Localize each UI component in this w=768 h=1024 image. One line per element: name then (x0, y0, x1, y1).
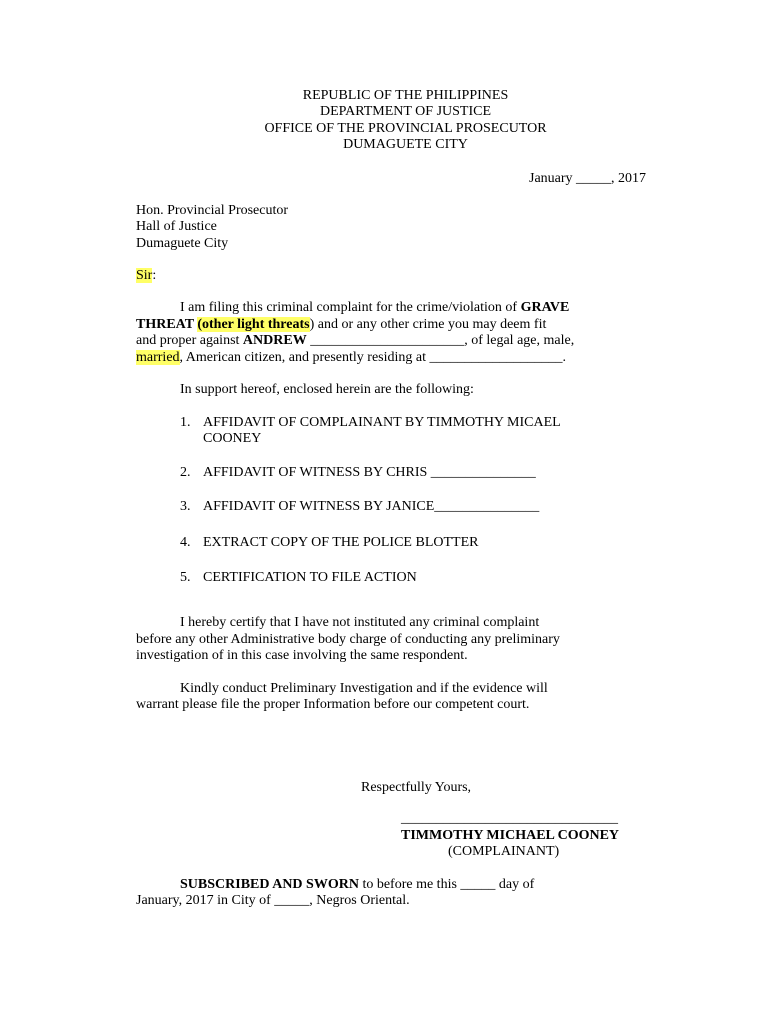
para1-text: ______________________, of legal age, male, (306, 333, 575, 348)
salutation-colon: : (152, 268, 157, 283)
signatory-name: TIMMOTHY MICHAEL COONEY (401, 828, 620, 843)
header-office: OFFICE OF THE PROVINCIAL PROSECUTOR (264, 121, 547, 136)
date-line: January _____, 2017 (529, 171, 647, 186)
other-light-threats-highlight: (other light threats (197, 317, 310, 332)
para1-text: and proper against (136, 333, 243, 348)
enclosure-number: 5. (180, 570, 191, 585)
married-highlight: married (136, 350, 180, 365)
grave-bold: GRAVE (520, 300, 570, 315)
enclosure-item-continued: COONEY (203, 431, 262, 446)
certification-line1: I hereby certify that I have not instituted any criminal complaint (180, 615, 540, 630)
jurat-line2: January, 2017 in City of _____, Negros Oriental. (136, 893, 410, 908)
threat-bold: THREAT (136, 317, 198, 332)
salutation-highlight: Sir (136, 268, 153, 283)
para1-text: I am filing this criminal complaint for the crime/violation of (180, 300, 521, 315)
addressee-city: Dumaguete City (136, 236, 229, 251)
respondent-name-bold: ANDREW (242, 333, 307, 348)
para1-text: , American citizen, and presently residing at ___________________. (179, 350, 567, 365)
request-line2: warrant please file the proper Information before our competent court. (136, 697, 530, 712)
signature-line: _______________________________ (401, 811, 618, 826)
enclosure-item: AFFIDAVIT OF COMPLAINANT BY TIMMOTHY MICAEL (203, 415, 561, 430)
enclosure-item: AFFIDAVIT OF WITNESS BY CHRIS _______________ (203, 465, 536, 480)
enclosure-item: AFFIDAVIT OF WITNESS BY JANICE_______________ (203, 499, 540, 514)
enclosure-item: EXTRACT COPY OF THE POLICE BLOTTER (203, 535, 479, 550)
enclosure-number: 3. (180, 499, 191, 514)
enclosure-item: CERTIFICATION TO FILE ACTION (203, 570, 417, 585)
signatory-role: (COMPLAINANT) (448, 844, 560, 859)
jurat-line1 (180, 877, 534, 894)
subscribed-sworn-bold: SUBSCRIBED AND SWORN (180, 877, 359, 892)
para1-line4 (136, 350, 566, 367)
addressee-building: Hall of Justice (136, 219, 217, 234)
addressee-title: Hon. Provincial Prosecutor (136, 203, 289, 218)
header-republic: REPUBLIC OF THE PHILIPPINES (302, 88, 509, 103)
support-intro: In support hereof, enclosed herein are the following: (180, 382, 474, 397)
enclosure-number: 4. (180, 535, 191, 550)
closing: Respectfully Yours, (361, 780, 472, 795)
para1-text: ) and or any other crime you may deem fit (309, 317, 547, 332)
salutation (136, 268, 156, 285)
jurat-text: to before me this _____ day of (358, 877, 535, 892)
request-line1: Kindly conduct Preliminary Investigation and if the evidence will (180, 681, 548, 696)
enclosure-number: 2. (180, 465, 191, 480)
enclosure-number: 1. (180, 415, 191, 430)
certification-line3: investigation of in this case involving the same respondent. (136, 648, 468, 663)
para1-line2 (136, 317, 546, 334)
certification-line2: before any other Administrative body charge of conducting any preliminary (136, 632, 560, 647)
para1-line1 (180, 300, 569, 317)
header-department: DEPARTMENT OF JUSTICE (319, 104, 492, 119)
para1-line3 (136, 333, 574, 350)
header-city: DUMAGUETE CITY (343, 137, 468, 152)
